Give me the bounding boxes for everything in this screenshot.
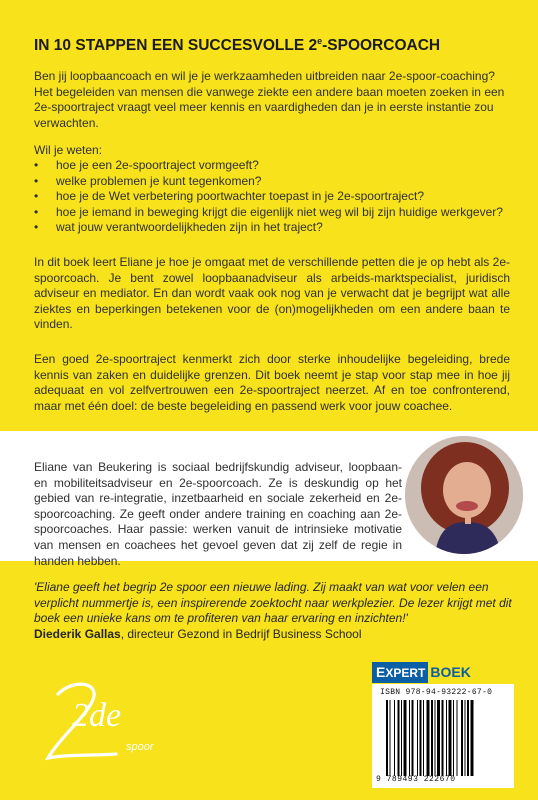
title-rest: -SPOORCOACH: [322, 37, 441, 55]
quote-text: 'Eliane geeft het begrip 2e spoor een nieuwe lading. Zij maakt van wat voor velen een verplicht nummertje is, een inspirerende zoektocht naar werkplezier. De lezer krijgt met dit boek een unieke kans om te profiteren van haar ervaring en inzichten!': [34, 580, 512, 626]
title-superscript: e: [317, 36, 323, 46]
author-photo: [405, 436, 523, 554]
quote-author-name: Diederik Gallas: [34, 626, 121, 641]
publisher-prefix: E: [376, 663, 386, 680]
isbn-barcode-box: [372, 684, 514, 788]
back-cover-title: [34, 36, 514, 55]
publisher-logo: [372, 662, 514, 682]
barcode-icon: [386, 700, 502, 776]
isbn-label: ISBN 978-94-93222-67-0: [380, 688, 493, 697]
isbn-digits: 9 789493 222670: [376, 775, 456, 784]
publisher-name-b: BOEK: [430, 664, 471, 680]
logo-top-text: 2de: [72, 697, 122, 734]
publisher-logo-mark: [372, 662, 428, 683]
list-item: • welke problemen je kunt tegenkomen?: [34, 174, 510, 190]
wil-je-weten-label: Wil je weten:: [34, 143, 103, 157]
publisher-name-a: XPERT: [385, 665, 426, 680]
question-list: [34, 158, 510, 236]
roles-paragraph: In dit boek leert Eliane je hoe je omgaat met de verschillende petten die je op hebt als 2e-spoorcoach. Je bent zowel loopbaanadviseur als arbeids-marktspecialist, juridisch adviseur en mediator. En dan wordt vaak ook nog van je verwacht dat je begrijpt wat alle ziektes en beperkingen betekenen voor de (on)mogelijkheden om een andere baan te vinden.: [34, 255, 510, 332]
trajectory-paragraph: Een goed 2e-spoortraject kenmerkt zich door sterke inhoudelijke begeleiding, brede kennis van zaken en duidelijke grenzen. Dit boek neemt je stap voor stap mee in hoe jij adequaat en vol zelfvertrouwen een 2e-spoortraject neerzet. Af en toe confronterend, maar met één doel: de beste begeleiding en passend werk voor jouw coachee.: [34, 352, 510, 413]
author-portrait-icon: [405, 436, 523, 554]
logo-bottom-text: spoor: [126, 741, 154, 753]
title-main: IN 10 STAPPEN EEN SUCCESVOLLE 2: [34, 37, 318, 55]
endorsement-quote: [34, 580, 514, 642]
quote-author-role: , directeur Gezond in Bedrijf Business School: [120, 626, 362, 641]
intro-paragraph: Ben jij loopbaancoach en wil je je werkzaamheden uitbreiden naar 2e-spoor-coaching? Het begeleiden van mensen die vanwege ziekte een andere baan moeten zoeken in een 2e-spoortraject vraagt veel meer kennis en vaardigheden dan je in eerste instantie zou verwachten.: [34, 69, 505, 130]
list-item: • wat jouw verantwoordelijkheden zijn in het traject?: [34, 220, 510, 236]
list-item: • hoe je iemand in beweging krijgt die eigenlijk niet weg wil bij zijn huidige werkgever?: [34, 205, 510, 221]
list-item: • hoe je een 2e-spoortraject vormgeeft?: [34, 158, 510, 174]
author-bio: Eliane van Beukering is sociaal bedrijfskundig adviseur, loopbaan- en mobiliteitsadviseur en 2e-spoorcoach. Ze is deskundig op het gebied van re-integratie, inzetbaarheid en sociale zekerheid en 2e-spoorcoaching. Ze geeft onder andere training en coaching aan 2e-spoorcoaches. Haar passie: werken vanuit de intrinsieke motivatie van mensen en coachees het gevoel geven dat zij zelf de regie in handen hebben.: [34, 460, 402, 568]
2de-spoor-logo: [30, 672, 170, 772]
list-item: • hoe je de Wet verbetering poortwachter toepast in je 2e-spoortraject?: [34, 189, 510, 205]
